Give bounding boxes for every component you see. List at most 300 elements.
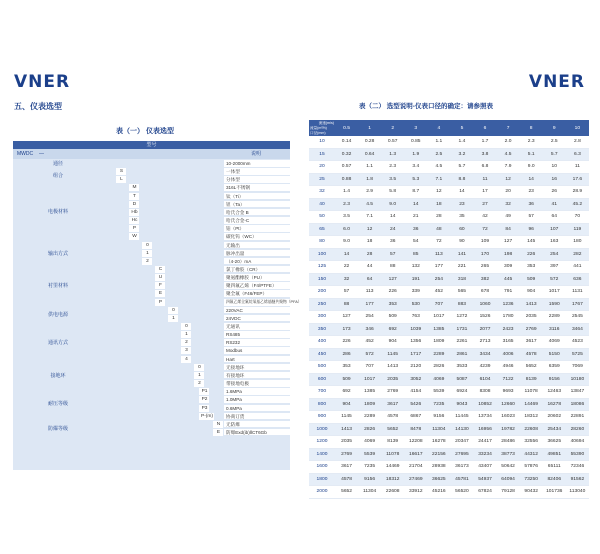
option-description: RS485 — [224, 331, 290, 339]
flow-cell: 32 — [497, 198, 520, 211]
option-description: 无防爆 — [224, 421, 290, 429]
option-code: U — [155, 274, 165, 281]
diameter-cell: 250 — [309, 298, 335, 311]
velocity-header: 9 — [543, 120, 566, 136]
diameter-cell: 65 — [309, 223, 335, 236]
flow-cell: 28 — [427, 211, 450, 224]
option-code: E — [155, 290, 165, 297]
flow-cell: 1717 — [404, 348, 427, 361]
option-description: 一体型 — [224, 168, 290, 176]
flow-cell: 445 — [497, 273, 520, 286]
flow-cell: 16956 — [473, 423, 496, 436]
flow-cell: 27469 — [404, 473, 427, 486]
flow-cell: 1145 — [335, 411, 358, 424]
model-code: MWDC — [17, 151, 34, 157]
flow-cell: 1039 — [404, 323, 427, 336]
diameter-cell: 125 — [309, 261, 335, 274]
group-label: 通径 — [52, 161, 63, 167]
flow-cell: 21 — [404, 211, 427, 224]
flow-cell: 113040 — [566, 486, 589, 499]
flow-cell: 20 — [497, 186, 520, 199]
flow-cell: 2713 — [473, 336, 496, 349]
group-label: 电极材料 — [47, 209, 68, 216]
flow-cell: 18086 — [566, 398, 589, 411]
flow-cell: 5.7 — [450, 161, 473, 174]
flow-cell: 109 — [473, 236, 496, 249]
flow-cell: 4578 — [520, 348, 543, 361]
flow-cell: 13847 — [566, 386, 589, 399]
flow-cell: 4069 — [427, 373, 450, 386]
option-code: 1 — [194, 372, 204, 379]
flow-cell: 441 — [566, 261, 589, 274]
flow-cell: 11078 — [381, 448, 404, 461]
flow-cell: 10180 — [566, 373, 589, 386]
flow-cell: 9693 — [497, 386, 520, 399]
flow-cell: 3617 — [520, 336, 543, 349]
flow-cell: 2261 — [450, 336, 473, 349]
flow-cell: 1017 — [427, 311, 450, 324]
table-row — [309, 386, 589, 399]
option-code: D — [129, 201, 139, 208]
flow-cell: 6104 — [473, 373, 496, 386]
velocity-header: 10 — [566, 120, 589, 136]
option-description: 0.6MPa — [224, 405, 290, 413]
flow-cell: 2826 — [427, 361, 450, 374]
velocity-header: 1 — [358, 120, 381, 136]
flow-cell: 2077 — [473, 323, 496, 336]
flow-cell: 3.5 — [335, 211, 358, 224]
flow-cell: 70 — [566, 211, 589, 224]
flow-cell: 127 — [335, 311, 358, 324]
flow-cell: 85 — [404, 248, 427, 261]
flow-cell: 14 — [450, 186, 473, 199]
flow-cell: 221 — [450, 261, 473, 274]
diameter-cell: 500 — [309, 361, 335, 374]
sizing-table-header — [309, 120, 589, 136]
flow-cell: 1272 — [450, 311, 473, 324]
flow-cell: 170 — [473, 248, 496, 261]
option-description: 24VDC — [224, 315, 290, 323]
flow-cell: 3464 — [566, 323, 589, 336]
flow-cell: 198 — [497, 248, 520, 261]
flow-cell: 25434 — [543, 423, 566, 436]
flow-cell: 4069 — [358, 436, 381, 449]
flow-cell: 353 — [335, 361, 358, 374]
diameter-cell: 1000 — [309, 423, 335, 436]
option-description: 带接地电极 — [224, 380, 290, 388]
flow-cell: 3052 — [404, 373, 427, 386]
flow-cell: 22608 — [381, 486, 404, 499]
table-row — [309, 311, 589, 324]
flow-cell: 21704 — [404, 461, 427, 474]
flow-cell: 452 — [427, 286, 450, 299]
flow-cell: 48 — [427, 223, 450, 236]
flow-cell: 13734 — [473, 411, 496, 424]
diameter-cell: 200 — [309, 286, 335, 299]
diameter-cell: 900 — [309, 411, 335, 424]
diameter-cell: 25 — [309, 173, 335, 186]
flow-cell: 18312 — [520, 411, 543, 424]
diameter-cell: 32 — [309, 186, 335, 199]
flow-cell: 2289 — [358, 411, 381, 424]
flow-cell: 509 — [335, 373, 358, 386]
flow-cell: 2769 — [335, 448, 358, 461]
option-description: 1.0MPa — [224, 396, 290, 404]
flow-cell: 0.57 — [381, 136, 404, 148]
diameter-cell: 100 — [309, 248, 335, 261]
flow-cell: 28260 — [566, 423, 589, 436]
flow-cell: 12208 — [404, 436, 427, 449]
flow-cell: 49851 — [543, 448, 566, 461]
flow-cell: 60 — [450, 223, 473, 236]
flow-cell: 3.4 — [404, 161, 427, 174]
flow-cell: 5652 — [520, 361, 543, 374]
group-label: 防爆等级 — [47, 425, 68, 432]
flow-cell: 254 — [427, 273, 450, 286]
option-code: 2 — [142, 258, 152, 265]
diameter-cell: 2000 — [309, 486, 335, 499]
table-row — [309, 323, 589, 336]
flow-cell: 0.88 — [335, 173, 358, 186]
diameter-cell: 20 — [309, 161, 335, 174]
flow-cell: 2289 — [543, 311, 566, 324]
flow-cell: 2861 — [450, 348, 473, 361]
flow-cell: 45781 — [450, 473, 473, 486]
flow-cell: 5087 — [450, 373, 473, 386]
flow-cell: 4.5 — [358, 198, 381, 211]
corner-label: 流速(m/s) — [318, 121, 334, 125]
model-dash: — — [39, 151, 44, 157]
flow-cell: 1.9 — [404, 148, 427, 161]
flow-cell: 12463 — [543, 386, 566, 399]
flow-cell: 6.8 — [473, 161, 496, 174]
option-code: P3 — [199, 405, 209, 412]
flow-cell: 0.64 — [358, 148, 381, 161]
flow-cell: 42 — [473, 211, 496, 224]
group-label: 衬里材料 — [47, 282, 68, 289]
flow-cell: 33912 — [404, 486, 427, 499]
flow-cell: 6924 — [450, 386, 473, 399]
flow-cell: 4006 — [497, 348, 520, 361]
flow-cell: 55390 — [566, 448, 589, 461]
flow-cell: 36625 — [427, 473, 450, 486]
flow-cell: 2769 — [381, 386, 404, 399]
option-description: 聚全氟（F46/FEP） — [224, 290, 290, 298]
flow-cell: 4578 — [335, 473, 358, 486]
flow-cell: 6867 — [404, 411, 427, 424]
flow-cell: 11445 — [450, 411, 473, 424]
flow-cell: 286 — [335, 348, 358, 361]
option-description: 220VAC — [224, 307, 290, 315]
flow-cell: 17.6 — [566, 173, 589, 186]
flow-cell: 36 — [381, 236, 404, 249]
flow-cell: 9156 — [427, 411, 450, 424]
group-label: 耐压等级 — [47, 401, 68, 408]
option-description: 聚四氟乙烯（F4/PTFE） — [224, 282, 290, 290]
option-description: 铂（Pt） — [224, 225, 290, 233]
flow-cell: 904 — [381, 336, 404, 349]
flow-cell: 132 — [404, 261, 427, 274]
option-code: W — [129, 233, 139, 240]
flow-cell: 6.0 — [335, 223, 358, 236]
flow-cell: 72 — [427, 236, 450, 249]
flow-cell: 107 — [543, 223, 566, 236]
table-row — [309, 298, 589, 311]
flow-cell: 509 — [381, 311, 404, 324]
table-row — [309, 236, 589, 249]
flow-cell: 2826 — [358, 423, 381, 436]
flow-cell: 56520 — [450, 486, 473, 499]
flow-cell: 904 — [335, 398, 358, 411]
flow-cell: 9.0 — [520, 161, 543, 174]
flow-cell: 3617 — [381, 398, 404, 411]
flow-cell: 54937 — [473, 473, 496, 486]
flow-cell: 57876 — [520, 461, 543, 474]
flow-cell: 72346 — [566, 461, 589, 474]
flow-cell: 177 — [358, 298, 381, 311]
flow-cell: 678 — [473, 286, 496, 299]
flow-cell: 1017 — [358, 373, 381, 386]
option-code: P — [155, 299, 165, 306]
table-row — [309, 136, 589, 148]
velocity-header: 5 — [450, 120, 473, 136]
option-code: P-(m) — [201, 413, 213, 419]
flow-cell: 180 — [566, 236, 589, 249]
flow-cell: 1356 — [404, 336, 427, 349]
flow-cell: 10852 — [473, 398, 496, 411]
flow-cell: 0.14 — [335, 136, 358, 148]
flow-cell: 101736 — [543, 486, 566, 499]
flow-cell: 1.8 — [358, 173, 381, 186]
flow-cell: 2120 — [404, 361, 427, 374]
flow-cell: 32 — [335, 273, 358, 286]
table-row — [309, 286, 589, 299]
diameter-cell: 700 — [309, 386, 335, 399]
flow-cell: 1767 — [566, 298, 589, 311]
flow-cell: 1.1 — [358, 161, 381, 174]
option-description: 无接地环 — [224, 364, 290, 372]
flow-cell: 8308 — [473, 386, 496, 399]
flow-cell: 2.0 — [497, 136, 520, 148]
flow-cell: 33234 — [473, 448, 496, 461]
flow-cell: 5.8 — [381, 186, 404, 199]
diameter-cell: 450 — [309, 348, 335, 361]
diameter-cell: 15 — [309, 148, 335, 161]
option-code: 1 — [168, 315, 178, 322]
diameter-cell: 50 — [309, 211, 335, 224]
flow-cell: 226 — [335, 336, 358, 349]
velocity-header: 0.5 — [335, 120, 358, 136]
flow-cell: 5426 — [404, 398, 427, 411]
flow-cell: 226 — [381, 286, 404, 299]
flow-cell: 2.5 — [427, 148, 450, 161]
flow-cell: 7235 — [358, 461, 381, 474]
option-description: 无输出 — [224, 242, 290, 250]
flow-cell: 11 — [566, 161, 589, 174]
flow-cell: 79128 — [497, 486, 520, 499]
flow-cell: 12 — [358, 223, 381, 236]
flow-cell: 7235 — [427, 398, 450, 411]
flow-cell: 309 — [497, 261, 520, 274]
flow-cell: 35 — [450, 211, 473, 224]
brand-logo-right: VNER — [528, 72, 585, 92]
table-row — [309, 436, 589, 449]
diameter-cell: 1600 — [309, 461, 335, 474]
flow-cell: 28938 — [427, 461, 450, 474]
flow-cell: 177 — [427, 261, 450, 274]
flow-cell: 1.3 — [381, 148, 404, 161]
flow-cell: 2.3 — [335, 198, 358, 211]
flow-cell: 1060 — [473, 298, 496, 311]
option-description: 分体型 — [224, 176, 290, 184]
flow-cell: 0.28 — [358, 136, 381, 148]
flow-cell: 530 — [404, 298, 427, 311]
option-description: 316L不锈钢 — [224, 184, 290, 192]
flow-cell: 27695 — [450, 448, 473, 461]
flow-cell: 12 — [497, 173, 520, 186]
flow-cell: 282 — [566, 248, 589, 261]
table-row — [309, 261, 589, 274]
flow-cell: 141 — [450, 248, 473, 261]
option-description: Hart — [224, 356, 290, 364]
group-label: 供电电源 — [47, 311, 68, 318]
corner-label: 流量(m³/h) — [310, 126, 327, 130]
flow-cell: 44 — [358, 261, 381, 274]
flow-cell: 14130 — [450, 423, 473, 436]
flow-cell: 1731 — [450, 323, 473, 336]
diameter-cell: 400 — [309, 336, 335, 349]
group-label: 输出方式 — [47, 250, 68, 257]
flow-cell: 1809 — [358, 398, 381, 411]
flow-cell: 1131 — [566, 286, 589, 299]
flow-cell: 1.1 — [427, 136, 450, 148]
flow-cell: 57 — [381, 248, 404, 261]
option-code: P — [129, 225, 139, 232]
flow-cell: 67824 — [473, 486, 496, 499]
flow-cell: 28 — [358, 248, 381, 261]
flow-cell: 1809 — [427, 336, 450, 349]
flow-cell: 36173 — [450, 461, 473, 474]
option-description: 10-2000mm — [224, 160, 290, 168]
flow-cell: 1.4 — [335, 186, 358, 199]
flow-cell: 45.2 — [566, 198, 589, 211]
option-code: M — [129, 184, 139, 191]
velocity-header: 7 — [497, 120, 520, 136]
flow-cell: 572 — [543, 273, 566, 286]
flow-cell: 452 — [358, 336, 381, 349]
flow-cell: 44312 — [520, 448, 543, 461]
option-description: 防爆Exd(ib)ⅡCT6Gb — [224, 429, 290, 437]
flow-cell: 1.7 — [473, 136, 496, 148]
flow-cell: 1590 — [543, 298, 566, 311]
flow-cell: 12660 — [497, 398, 520, 411]
flow-cell: 18 — [358, 236, 381, 249]
flow-cell: 1145 — [381, 348, 404, 361]
table-row — [309, 173, 589, 186]
model-selection-table — [13, 141, 302, 470]
flow-cell: 8.7 — [404, 186, 427, 199]
table-row — [309, 248, 589, 261]
flow-cell: 38773 — [497, 448, 520, 461]
flow-cell: 339 — [404, 286, 427, 299]
option-code: E — [213, 429, 223, 436]
flow-cell: 509 — [520, 273, 543, 286]
flow-cell: 8478 — [404, 423, 427, 436]
flow-cell: 127 — [381, 273, 404, 286]
table-row — [309, 398, 589, 411]
flow-cell: 65111 — [543, 461, 566, 474]
flow-cell: 22156 — [427, 448, 450, 461]
flow-cell: 50642 — [497, 461, 520, 474]
flow-cell: 1413 — [520, 298, 543, 311]
option-code: 1 — [181, 331, 191, 338]
flow-cell: 22 — [335, 261, 358, 274]
group-label: 组合 — [52, 173, 63, 180]
flow-cell: 20347 — [450, 436, 473, 449]
flow-cell: 41 — [543, 198, 566, 211]
option-description: Modbus — [224, 347, 290, 355]
flow-cell: 5652 — [381, 423, 404, 436]
flow-cell: 11304 — [427, 423, 450, 436]
flow-cell: 14469 — [381, 461, 404, 474]
flow-cell: 16278 — [427, 436, 450, 449]
flow-cell: 7.1 — [358, 211, 381, 224]
flow-cell: 5539 — [427, 386, 450, 399]
option-description: 1.6MPa — [224, 388, 290, 396]
flow-cell: 32556 — [520, 436, 543, 449]
flow-cell: 1526 — [473, 311, 496, 324]
flow-cell: 4.5 — [427, 161, 450, 174]
section-title: 五、仪表选型 — [14, 102, 62, 111]
flow-cell: 16023 — [497, 411, 520, 424]
flow-cell: 18 — [427, 198, 450, 211]
flow-cell: 904 — [520, 286, 543, 299]
flow-cell: 7.9 — [497, 161, 520, 174]
flow-cell: 5.7 — [543, 148, 566, 161]
flow-cell: 1236 — [497, 298, 520, 311]
option-code: 2 — [181, 339, 191, 346]
flow-cell: 4239 — [473, 361, 496, 374]
velocity-header: 4 — [427, 120, 450, 136]
flow-cell: 96 — [520, 223, 543, 236]
option-description: 钽（Ta） — [224, 201, 290, 209]
flow-cell: 3.5 — [381, 173, 404, 186]
flow-cell: 11304 — [358, 486, 381, 499]
group-label: 接地环 — [50, 372, 66, 379]
flow-cell: 113 — [427, 248, 450, 261]
flow-cell: 82406 — [543, 473, 566, 486]
flow-cell: 5725 — [566, 348, 589, 361]
flow-cell: 397 — [543, 261, 566, 274]
flow-cell: 318 — [450, 273, 473, 286]
flow-cell: 9043 — [450, 398, 473, 411]
flow-cell: 3434 — [473, 348, 496, 361]
flow-cell: 1780 — [497, 311, 520, 324]
flow-cell: 22891 — [566, 411, 589, 424]
table-row — [309, 411, 589, 424]
table-row — [309, 336, 589, 349]
option-code: 0 — [142, 242, 152, 249]
table-row — [309, 361, 589, 374]
option-code: C — [155, 266, 165, 273]
flow-cell: 57 — [520, 211, 543, 224]
flow-cell: 64 — [358, 273, 381, 286]
flow-cell: 5539 — [358, 448, 381, 461]
option-code: P1 — [199, 388, 209, 395]
flow-cell: 3165 — [497, 336, 520, 349]
diameter-cell: 1400 — [309, 448, 335, 461]
option-description: 碳化钨（WC） — [224, 233, 290, 241]
